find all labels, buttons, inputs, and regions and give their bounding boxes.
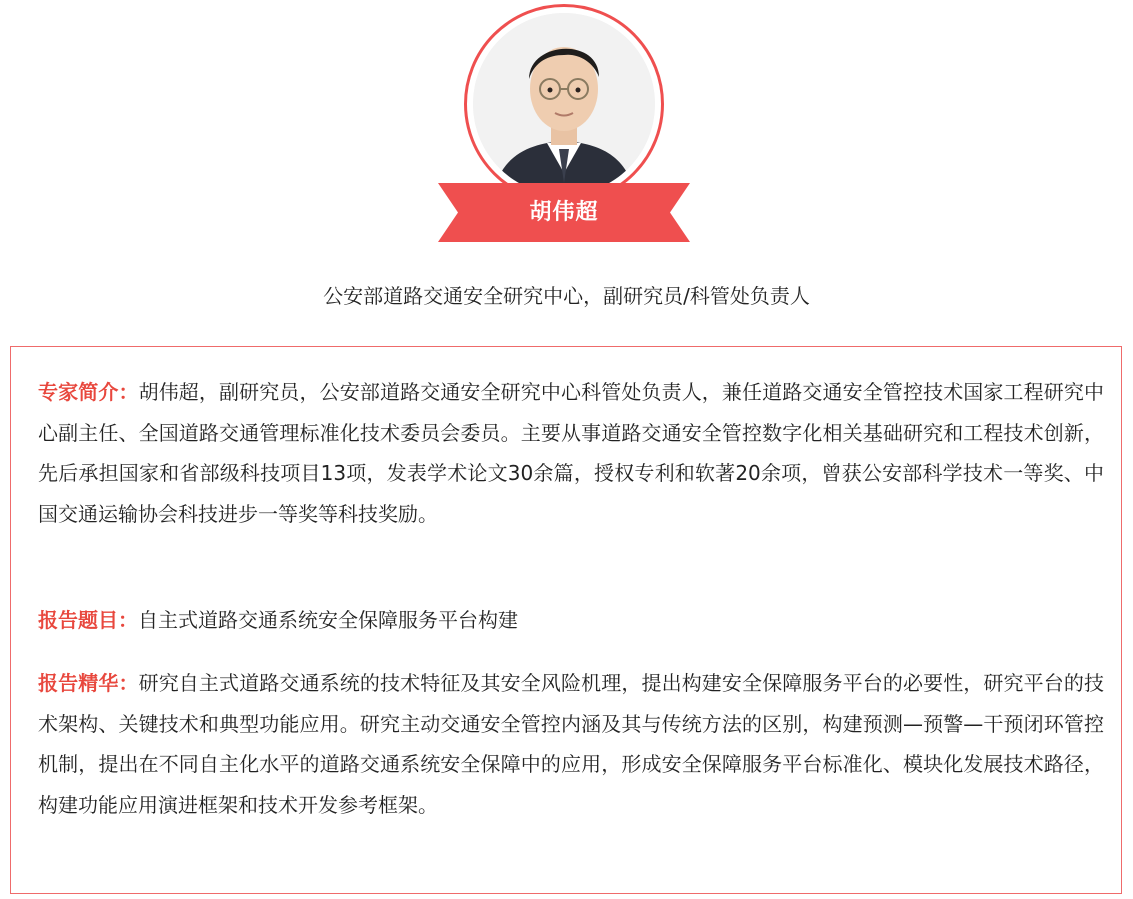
portrait-image [473, 13, 655, 195]
bio-label: 专家简介： [38, 380, 139, 404]
topic-label: 报告题目： [38, 608, 138, 632]
expert-name: 胡伟超 [529, 200, 599, 225]
details-box [10, 346, 1122, 894]
bio-paragraph [38, 372, 1104, 534]
name-ribbon [438, 183, 690, 242]
topic-paragraph [38, 600, 1104, 641]
summary-label: 报告精华： [38, 671, 139, 695]
topic-text: 自主式道路交通系统安全保障服务平台构建 [138, 608, 518, 632]
bio-text: 胡伟超，副研究员，公安部道路交通安全研究中心科管处负责人，兼任道路交通安全管控技术国家工程研究中心副主任、全国道路交通管理标准化技术委员会委员。主要从事道路交通安全管控数字化相关基础研究和工程技术创新，先后承担国家和省部级科技项目13项，发表学术论文30余篇，授权专利和软著20余项，曾获公安部科学技术一等奖、中国交通运输协会科技进步一等奖等科技奖励。 [38, 380, 1105, 526]
affiliation: 公安部道路交通安全研究中心，副研究员/科管处负责人 [323, 284, 810, 308]
summary-text: 研究自主式道路交通系统的技术特征及其安全风险机理，提出构建安全保障服务平台的必要性，研究平台的技术架构、关键技术和典型功能应用。研究主动交通安全管控内涵及其与传统方法的区别，构建预测—预警—干预闭环管控机制，提出在不同自主化水平的道路交通系统安全保障中的应用，形成安全保障服务平台标准化、模块化发展技术路径，构建功能应用演进框架和技术开发参考框架。 [38, 671, 1105, 817]
avatar-ring [464, 4, 664, 204]
avatar [473, 13, 655, 195]
summary-paragraph [38, 663, 1104, 825]
